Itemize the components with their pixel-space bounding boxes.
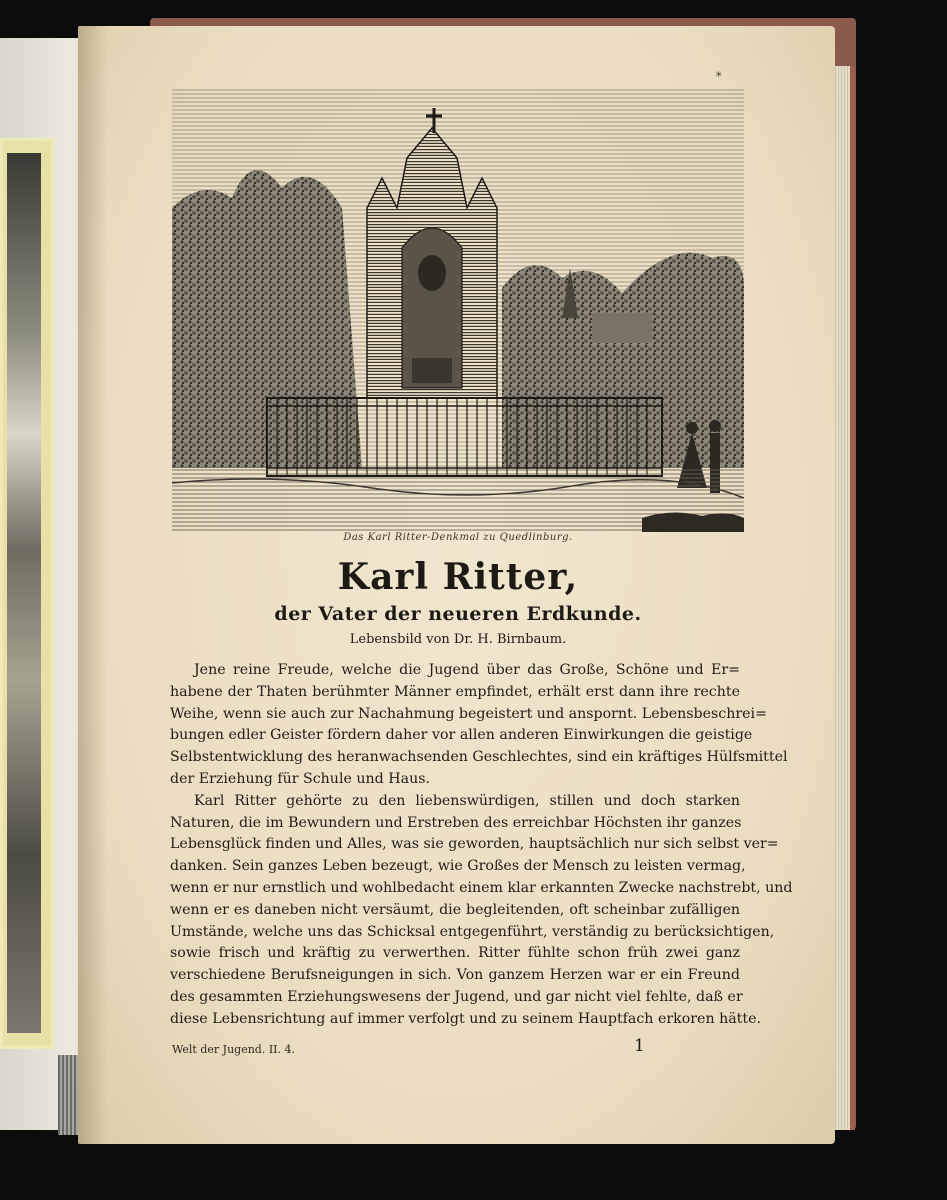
text-line: Lebensglück finden und Alles, was sie geworden, hauptsächlich nur sich selbst ver= [170,836,779,853]
text-line: Weihe, wenn sie auch zur Nachahmung begeistert und anspornt. Lebensbeschrei= [170,705,767,722]
monument-engraving [172,88,744,532]
text-line: danken. Sein ganzes Leben bezeugt, wie Großes der Mensch zu leisten vermag, [170,858,746,875]
text-line: verschiedene Berufsneigungen in sich. Von ganzem Herzen war er ein Freund [170,967,740,984]
text-line: Jene reine Freude, welche die Jugend über das Große, Schöne und Er= [194,662,740,678]
article-title: Karl Ritter, [337,556,579,598]
main-page [78,26,835,1144]
text-line: habene der Thaten berühmter Männer empfindet, erhält erst dann ihre rechte [170,683,740,700]
journal-footer: Welt der Jugend. II. 4. [172,1043,296,1056]
text-line: sowie frisch und kräftig zu verwerthen. Ritter fühlte schon früh zwei ganz [170,945,740,962]
corner-mark: * [716,70,722,83]
text-line: wenn er es daneben nicht versäumt, die begleitenden, oft scheinbar zufälligen [170,901,740,918]
text-line: bungen edler Geister fördern daher vor allen anderen Einwirkungen die geistige [170,727,753,744]
text-line: Naturen, die im Bewundern und Erstreben des erreichbar Höchsten ihr ganzes [170,814,742,831]
text-line: Selbstentwicklung des heranwachsenden Geschlechtes, sind ein kräftiges Hülfsmittel [170,749,788,766]
text-line: wenn er nur ernstlich und wohlbedacht einem klar erkannten Zwecke nachstrebt, und [170,879,793,896]
text-line: Karl Ritter gehörte zu den liebenswürdigen, stillen und doch starken [194,792,740,809]
text-line: der Erziehung für Schule und Haus. [170,770,431,787]
gutter-shadow [78,26,108,1144]
article-author: Lebensbild von Dr. H. Birnbaum. [349,632,567,647]
article-subtitle: der Vater der neueren Erdkunde. [274,603,642,625]
text-line: des gesammten Erziehungswesens der Jugend, und gar nicht viel fehlte, daß er [170,988,743,1005]
left-plate-image [7,153,41,1033]
illustration-caption: Das Karl Ritter-Denkmal zu Quedlinburg. [343,532,573,543]
article-body [170,660,793,1031]
text-line: diese Lebensrichtung auf immer verfolgt und zu seinem Hauptfach erkoren hätte. [170,1010,761,1027]
left-page-color-plate [0,138,54,1049]
page-number: 1 [634,1036,645,1056]
text-line: Umstände, welche uns das Schicksal entgegenführt, verständig zu berücksichtigen, [170,923,775,940]
